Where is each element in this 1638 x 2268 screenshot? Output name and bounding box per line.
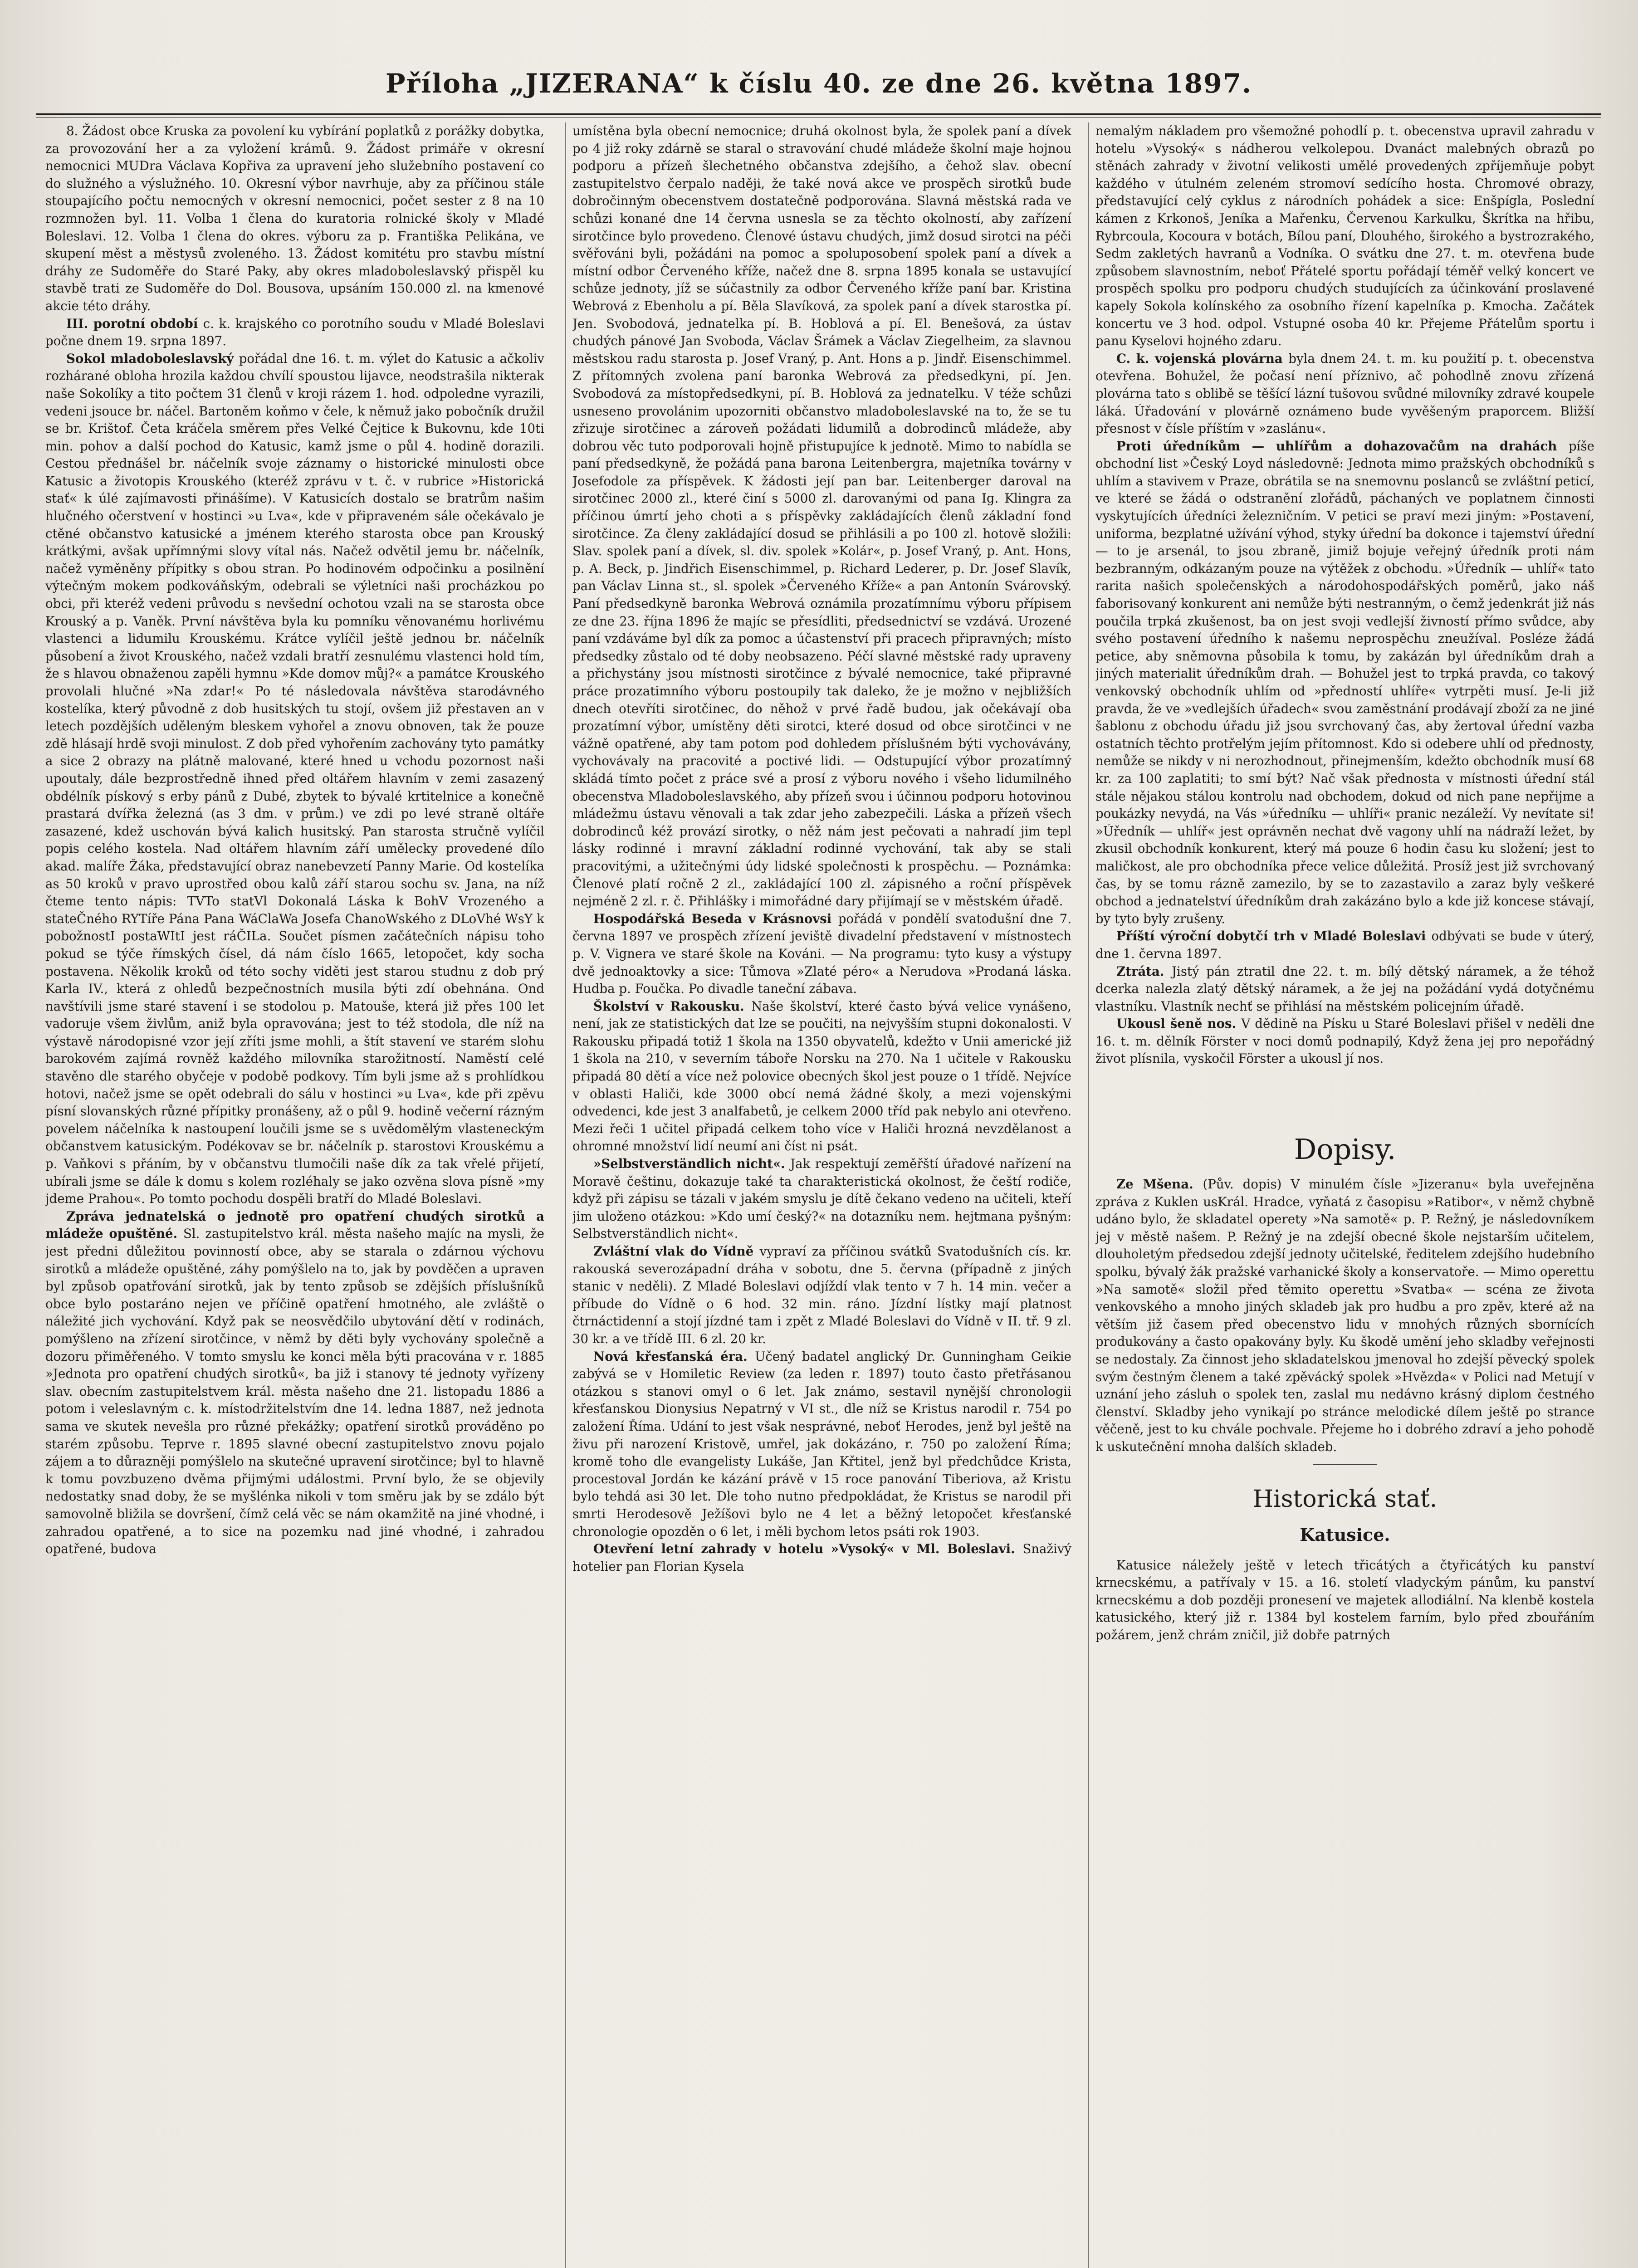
- col3-article-officials: [1095, 438, 1594, 928]
- col1-agenda-items: 8. Žádost obce Kruska za povolení ku vybírání poplatků z porážky dobytka, za provozování her a za vyložení krámů. 9. Žádost primáře v okresní nemocnici MUDra Václava Kopřiva za upravení jeho služebního postavení co do služného a výslužného. 10. Okresní výbor navrhuje, aby za příčinou stále stoupajícího počtu nemocných v okresní nemocnici, počet sester z 8 na 10 rozmnožen byl. 11. Volba 1 člena do kuratoria rolnické školy v Mladé Boleslavi. 12. Volba 1 člena do okres. výboru za p. Františka Pelikána, ve skupení měst a městysů zvoleného. 13. Žádost komitétu pro stavbu místní dráhy ze Sudoměře do Staré Paky, aby okres mladoboleslavský přispěl ku stavbě trati ze Sudoměře do Dol. Bousova, upsáním 150.000 zl. na kmenové akcie této dráhy.: [45, 123, 544, 313]
- col1-orphans-text: Sl. zastupitelstvo král. města našeho majíc na mysli, že jest předni důležitou povinností obce, aby se starala o zdárnou výchovu sirotků a mládeže opuštěné, záhy pomýšlelo na to, jak by povděčen a upraven byl způsob opatřování sirotků, jak by tento způsob se zdějších příslušníků obce bylo postaráno nejen ve příčině opatření hmotného, ale zvláště o náležité jich vychování. Když pak se neosvědčilo ubytování dětí v rodinách, pomýšleno na zřízení sirotčince, v němž by děti byly vychovány společně a dozoru přiměřeného. V tomto smyslu ke konci měla býti pracována v r. 1885 »Jednota pro opatření chudých sirotků«, ba již i stanovy té jednoty vyřízeny slav. obecním zastupitelstvem král. města našeho dne 21. listopadu 1886 a potom i veleslavným c. k. místodržitelstvím dne 14. ledna 1887, než jednota sama ve skutek nevešla pro různé překážky; opatření sirotků prováděno po starém způsobu. Teprve r. 1895 slavné obecní zastupitelstvo znovu pojalo zájem a to důrazněji pomýšlelo na skutečné upravení sirotčince; byl to hlavně k tomu povzbuzeno dvěma přijmými událostmi. První bylo, že se objevily nedostatky snad doby, že se myšlénka nikoli v tom směru jak by se zdálo být samovolně bližila se dovršení, čímž celá věc se nám okamžitě na jiné vhodné, i zahradou opatřené, a to sice na pozemku nad jiné vhodné, i zahradou opatřené, budova: [45, 1226, 544, 1557]
- page-header: [36, 68, 1601, 113]
- col3-hotel-continued: nemalým nákladem pro všemožné pohodlí p. t. obecenstva upravil zahradu v hotelu »Vysoký« s nádherou velkolepou. Dvanáct malebných obrazů po stěnách zahrady v životní velikosti umělé provedených zpříjemňuje pobyt každého v útulném zeleném stromoví sedícího hosta. Chromové obrazy, představující celý cyklus z národních pohádek a sice: Enšpígla, Poslední kámen z Krkonoš, Jeníka a Mařenku, Červenou Karkulku, Škrítka na hřibu, Rybrcoula, Kocoura v botách, Bílou paní, Dlouhého, širokého a bystrozrakého, Sedm zakletých havranů a Vodníka. O svátku dne 27. t. m. otevřena bude způsobem slavnostním, neboť Přátelé sportu pořádají téměř velký koncert ve prospěch spolku pro podporu chudých studujících za účinkování proslavené kapely Sokola kolínského za osobního řízení kapelníka p. Kmocha. Začátek koncertu ve 3 hod. odpol. Vstupné osoba 40 kr. Přejeme Přátelům sportu i panu Kyselovi hojného zdaru.: [1095, 123, 1594, 349]
- col1-jury-lead: III. porotní období: [66, 316, 203, 331]
- col2-schools-text: Naše školství, které často bývá velice vynášeno, není, jak ze statistických dat lze se poučiti, na nejvyšším stupni dokonalosti. V Rakousku připadá totiž 1 škola na 1350 obyvatelů, kdežto v Unii americké již 1 škola na 210, v severním táboře Norsku na 270. Na 1 učitele v Rakousku připadá 80 dětí a více než polovice obecných škol jest pouze o 1 třídě. Nejvíce v oblasti Haliči, kde 3000 obcí nemá žádné školy, a mezi vojenskými odvedenci, kde jest 3 analfabetů, je celkem 2000 tříd pak nebylo ani otevřeno. Mezi řeči 1 učitel připadá celkem toho více v Haliči hrozná nevzdělanost a ohromné množství lidí neumí ani číst ni psát.: [572, 998, 1071, 1154]
- col2-era-text: Učený badatel anglický Dr. Gunningham Geikie zabývá se v Homiletic Review (za leden r. 1897) touto často přetřásanou otázkou s stanovi omyl o 6 let. Jak známo, sestavil nynější chronologii křesťanskou Dionysius Nepatrný v VI st., dle níž se Kristus narodil r. 754 po založení Říma. Udání to jest však nesprávné, neboť Herodes, jenž byl ještě na živu při narození Kristově, umřel, jak dokázáno, r. 750 po založení Říma; kromě toho dle evangelisty Lukáše, Jan Křtitel, jenž byl předchůdce Krista, procestoval Jordán ke kázání právě v 15 roce panování Tiberiova, až Kristu bylo tehdá asi 30 let. Dle toho nutno předpokládat, že Kristus se narodil při smrti Herodesově Ježíšovi bylo ne 4 let a běžný letopočet křesťanské chronologie opozděn o 6 let, i měli bychom letos psáti rok 1903.: [572, 1349, 1071, 1539]
- col3-officials-text: píše obchodní list »Český Loyd následovně: Jednota mimo pražských obchodníků s uhlím a stavivem v Praze, obrátila se na snemovnu poslanců se zvláštní peticí, ve které se žádá o odstranění zlořádů, páchaných ve poplatnem činnosti vyskytujících úředníci železničním. V petici se praví mezi jiným: »Postavení, uniforma, bezplatné užívání výhod, styky úřední ba dokonce i tajemství úřední — to je arsenál, to jsou zbraně, jimiž bojuje veřejný úředník proti nám bezbranným, odkázaným pouze na výtěžek z obchodu. »Úředník — uhlíř« tato rarita našich společenských a národohospodářských poměrů, jako náš faborisovaný konkurent ani nemůže býti nestranným, o čemž jedenkrát již nás poučila trpká zkušenost, ba on jest svoji vedlejší živností přímo svůdce, aby svého postavení úředního k našemu neprospěchu zneužíval. Posléze žádá petice, aby sněmovna působila k tomu, by zakázán byl úředníkům drah a jiných materialit úředníkům drah. — Bohužel jest to trpká pravda, co takový venkovský obchodník uhlím od »předností uhlíře« vytrpěti musí. Je-li již pravda, že ve »vedlejších úřadech« svou zaměstnání prodávají zboží za ne jiné šablonu z obchodu úřadu již jsou svrchovaný čas, aby žertoval úřední vazba ostatních těchto protřelým jejím přítomnost. Kdo si odebere uhlí od přednosty, nemůže se nikdy v ni nerozhodnout, přinejmenším, kdežto obchodník musí 68 kr. za 100 zaplatiti; to smí být? Nač však přednosta v místnosti úřední stál stále nějakou stálou kontrolu nad obchodem, dokud od nich pane nepřijme a poukázky nevydá, na Vás »úředníku — uhlíři« pranic nezáleží. Vy nevítate si! »Úředník — uhlíř« jest oprávněn nechat dvě vagony uhlí na nádraží ležet, by zkusil obchodník konkurent, který má pouze 6 hodin času ku složení; jest to maličkost, ale pro obchodníka přece velice důležitá. Prosíž jest již svrchovaný čas, by se tomu rázně zamezilo, by se to zazastavilo a zaraz byly veškeré obchod a jednatelství úředníkům drah zakázáno bylo a kde již koncese stávají, by tyto byly zrušeny.: [1095, 438, 1594, 926]
- col1-sokol-text: pořádal dne 16. t. m. výlet do Katusic a ačkoliv rozhárané obloha hrozila každou chvílí spoustou lijavce, neodstrašila nikterak naše Sokolíky a tito počtem 31 členů v kroji rázem 1. hod. odpoledne vyrazili, vedeni jsouce br. náčel. Bartoněm koňmo v čele, k němuž jako pobočník družil se br. Krištof. Četa kráčela směrem přes Velké Čejtice k Bukovnu, kde 10ti min. pohov a další pochod do Katusic, kamž jsme o půl 4. hodině dorazili. Cestou přednášel br. náčelník svoje záznamy o historické minulosti obce Katusic a životopis Krouského (kteréž zprávu v t. č. v rubrice »Historická stať« k úlé zajímavosti přinášíme). V Katusicích dostalo se bratrům našim hlučného očerstvení v hostinci »u Lva«, kde v připraveném sále očekávalo je ctěné občanstvo katusické a jménem kterého starosta obce pan Krouský krátkými, avšak upřímnými slovy vítal nás. Načež odvětil jemu br. náčelník, načež vyměněny přípitky s obou stran. Po hodinovém odpočinku a posilnění výtečným mokem podkováňským, odebrali se výletníci naši procházkou po obci, při kteréž vedeni průvodu s nevšední ochotou vzali na se starosta obce Krouský a p. Vaněk. První návštěva byla ku pomníku věnovanému horlivému vlastenci a lidumilu Krouskému. Krátce vylíčil ještě jednou br. náčelník působení a život Krouského, načež vzdali bratří zesnulému vlastenci hold tím, že s hlavou obnaženou zapěli hymnu »Kde domov můj?« a památce Krouského provolali hlučné »Na zdar!« Po té následovala návštěva starodávného kostelíka, který původně z dob husitských tu stojí, ovšem již přestaven an v letech pozdějších uděleným bleskem vyhořel a znovu obnoven, tak že pouze zdě hlásají hrdě svoji minulost. Z dob před vyhořením zachovány tyto památky a sice 2 obrazy na plátně malované, které hned u vchodu pozornost naši upoutaly, dále bezprostředně ihned před oltářem hlavním v zemi zasazený obdélník pískový s erby pánů z Dubé, zbytek to bývalé krtitelnice a konečně prastará dvířka železná (as 3 dm. v prům.) ve zdi po levé straně oltáře zasazené, kdež uschován bývá kalich husitský. Pan starosta stručně vylíčil popis celého kostela. Nad oltářem hlavním září umělecky provedené dílo akad. malíře Žáka, představující obraz nanebevzetí Panny Marie. Od kostelíka as 50 kroků v pravo uprostřed obou kalů září starou sochu sv. Jana, na níž čteme tento nápis: TVTo statVl Dokonalá Láska k BohV Vrozeného a stateČného RYTíře Pána Pana WáClaWa Josefa ChanoWského z DLoVhé WsY k pobožnostI postaWItI jest ráČILa. Součet písmen začátečních nápisu toho pokud se týče římských čísel, dá nám číslo 1665, letopočet, kdy socha postavena. Několik kroků od této sochy viděti jest starou studnu z dob prý Karla IV., která z ohledů bezpečnostních musila býti zdí obehnána. Ond navštívili jsme staré stavení i se stodolou p. Matouše, která již přes 100 let vadoruje všem živlům, aniž byla opravována; jest to též stodola, dle níž na výstavě národopisné vzor její zříti jsme mohli, a štít stavení ve starém slohu barokovém zajímá rovněž každého milovníka starožitností. Naměstí celé stavěno dle starého obyčeje v podobě podkovy. Tím byli jsme až s prohlídkou hotovi, načež jsme se opět odebrali do sálu v hostinci »u Lva«, kde při zpěvu písní slovanských různé přípitky pronášeny, až o půl 9. hodině večerní rázným povelem náčelníka k nastoupení loučili jsme se s uvědomělým vlasteneckým občanstvem katusickým. Podékovav se br. náčelník p. starostovi Krouskému a p. Vaňkovi s přáním, by v občanstvu tlumočili naše dík za tak vřelé přijetí, ubírali jsme se dále k domu s kolem rozléhaly se jako ozvěna slova písně »my jdeme Prahou«. Po tomto pochodu dospěli bratří do Mladé Boleslavi.: [45, 351, 544, 1207]
- col2-selbst-text: Jak respektují zeměřští úřadové nařízení na Moravě češtinu, dokazuje také ta charakteristická okolnost, že čeští rodiče, když při zápisu se tázali v jakém smyslu je dítě čekano vedeno na učiteli, kteří jim uloženo otázkou: »Kdo umí český?« na dotazníku nem. hejtmana pyšným: Selbstverständlich nicht«.: [572, 1156, 1071, 1242]
- col2-hotel-lead: Otevření letní zahrady v hotelu »Vysoký« v Ml. Boleslavi.: [593, 1541, 1023, 1557]
- col2-selbst-lead: »Selbstverständlich nicht«.: [593, 1156, 791, 1172]
- header-rule: [36, 113, 1601, 115]
- col3-article-nose: [1095, 1015, 1594, 1068]
- column-2: [572, 122, 1071, 2268]
- col2-schools-lead: Školství v Rakousku.: [593, 998, 752, 1014]
- column-divider-1: [565, 122, 566, 2268]
- col1-article-jury: [45, 315, 544, 350]
- col3-article-market: [1095, 928, 1594, 963]
- col3-loss-text: Jistý pán ztratil dne 22. t. m. bílý dětský náramek, a že téhož dcerka nalezla zlatý dětský náramek, a že jej na požádání vydá dotyčnému vlastníku. Vlastník nechť se přihlásí na městském policejním úřadě.: [1095, 963, 1594, 1014]
- col1-orphans-lead: Zpráva jednatelská o jednotě pro opatření chudých sirotků a mládeže opuštěné.: [45, 1208, 544, 1242]
- col3-nose-text: V dědině na Písku u Staré Boleslavi přišel v neděli dne 16. t. m. dělník Förster v noci domů podnapilý, Když žena jej pro nepořádný život plísnila, vyskočil Förster a ukousl jí nos.: [1095, 1016, 1594, 1066]
- col2-beseda-lead: Hospodářská Beseda v Krásnovsi: [593, 911, 838, 926]
- col2-train-text: vypraví za příčinou svátků Svatodušních cís. kr. rakouská severozápadní dráha v sobotu, dne 5. června (případně z jiných stanic v neděli). Z Mladé Boleslavi odjíždí vlak tento v 7 h. 14 min. večer a příbude do Vídně o 6 hod. 32 min. ráno. Jízdní lístky mají platnost čtrnáctidenní a stojí jízdné tam i zpět z Mladé Boleslavi do Vídně v II. tř. 9 zl. 30 kr. a ve třídě III. 6 zl. 20 kr.: [572, 1244, 1071, 1346]
- col2-article-train: [572, 1243, 1071, 1348]
- col1-sokol-lead: Sokol mladoboleslavský: [66, 351, 239, 366]
- col3-officials-lead: Proti úředníkům — uhlířům a dohazovačům na drahách: [1116, 438, 1569, 454]
- col2-article-schools: [572, 998, 1071, 1155]
- col3-market-text: odbývati se bude v úterý, dne 1. června 1897.: [1095, 929, 1594, 961]
- col2-article-selbst: [572, 1155, 1071, 1243]
- col2-beseda-text: pořádá v pondělí svatodušní dne 7. června 1897 ve prospěch zřízení jeviště divadelní představení v místnostech p. V. Vignera ve staré škole na Kováni. — Na programu: tyto kusy a výstupy dvě jednoaktovky a sice: Tůmova »Zlaté péro« a Nerudova »Prodaná láska. Hudba p. Foučka. Po divadle taneční zábava.: [572, 911, 1071, 997]
- page-header-title: Příloha „JIZERANA“ k číslu 40. ze dne 26. května 1897.: [385, 68, 1252, 99]
- col1-article-sokol: [45, 350, 544, 1208]
- column-3: [1095, 122, 1594, 2268]
- col3-loss-lead: Ztráta.: [1116, 963, 1172, 979]
- col3-article-msena: [1095, 1176, 1594, 1456]
- col2-train-lead: Zvláštní vlak do Vídně: [593, 1244, 760, 1259]
- col1-article-orphans: [45, 1208, 544, 1558]
- section-title-history: Historická stať.: [1252, 1485, 1438, 1513]
- col3-pool-lead: C. k. vojenská plovárna: [1116, 351, 1289, 366]
- col3-article-loss: [1095, 963, 1594, 1016]
- section-separator: [1313, 1464, 1377, 1465]
- section-title-letters: Dopisy.: [1294, 1133, 1396, 1166]
- col2-orphans-continued: umístěna byla obecní nemocnice; druhá okolnost byla, že spolek paní a dívek po 4 již roky zdárně se staral o stravování chudé mládeže školní maje hojnou podporu a přízeň šlechetného občanstva zdejšího, a čehož slav. obecní zastupitelstvo čerpalo naději, že také nová akce ve prospěch sirotků bude dobročinným obecenstvem dostatečně podporována. Slavná městská rada ve schůzi konané dne 14 června usnesla se za těchto okolností, aby zařízení sirotčince bylo provedeno. Členové ústavu chudých, jimž dosud sirotci na péči svěřováni byli, požádáni na pomoc a spoluposobení spolek paní a dívek a místní odbor Červeného kříže, načež dne 8. srpna 1895 konala se ustavující schůze jednoty, jíž se súčastnily za odbor Červeného kříže paní bar. Kristina Webrová z Ebenholu a pí. Běla Slavíková, za spolek paní a dívek starostka pí. Jen. Svobodová, jednatelka pí. B. Hoblová a pí. El. Benešová, za ústav chudých pánové Jan Svoboda, Václav Šrámek a Václav Ziegelheim, za slavnou městskou radu starosta p. Josef Vraný, p. Ant. Hons a p. Jindř. Eisenschimmel. Z přítomných zvolena paní baronka Webrová za předsedkyni, pí. Jen. Svobodová za místopředsedkyni, pí. B. Hoblová za jednatelku. V téže schůzi usneseno provolánim upozorniti občanstvo mladoboleslavské na to, že se tu zřizuje sirotčinec a zároveň požádati lidumilů a dobrodinců mládeže, aby dobrou věc tuto podporovali hojně přistupujíce k jednotě. Mimo to nabídla se paní předsedkyně, že požádá pana barona Leitenbergra, majetníka továrny v Josefodole za příspěvek. K žádosti její pan bar. Leitenberger daroval na sirotčinec 2000 zl., které činí s 5000 zl. darovanými od pana Ig. Klingra za příčinou úmrtí jeho choti a s příspěvky zakládajících členů základní fond sirotčince. Za členy zakládající dosud se přihlásili a po 100 zl. hotově složili: Slav. spolek paní a dívek, sl. div. spolek »Kolár«, p. Josef Vraný, p. Ant. Hons, p. A. Beck, p. Jindřich Eisenschimmel, p. Richard Lederer, p. Dr. Josef Slavík, pan Václav Linna st., sl. spolek »Červeného Kříže« a pan Antonín Svárovský. Paní předsedkyně baronka Webrová oznámila prozatímnímu výboru přípisem ze dne 23. října 1896 že majíc se přesídliti, předsednictví se vzdává. Urozené paní vzdáváme byl dík za pomoc a účastenství při pracech připravných; místo předsedky zůstalo od té doby neobsazeno. Péčí slavné městské rady upraveny a přichystány jsou místnosti sirotčince z bývalé nemocnice, také připravné práce prozatimního výboru postoupily tak daleko, že je možno v nejbližších dnech otevříti sirotčinec, do něhož v prvé řadě budou, jak očekávají oba prozatímní výbor, umístěny děti sirotci, které dosud od obce sirotčinci v ne vážně opatřené, aby tam potom pod dohledem příslušném býti vychovávány, vychovávaly na pracovité a poctivé lidi. — Odstupující výbor prozatímný skládá tímto počet z práce své a prosí z výboru nového i všeho lidumilného obecenstva Mladoboleslavského, aby přízeň svou i účinnou podporu hotovinou mládežmu ústavu věnovali a tak zdar jeho zabezpečili. Láska a přízeň všech dobrodinců kéž provází sirotky, o něž nám jest pečovati a nahradí jim tepl lásky rodinné i mravní základní rodinné vychování, tak aby se stali pracovitými, a užitečnými údy lidské společnosti k prospěchu. — Poznámka: Členové platí ročně 2 zl., zakládající 100 zl. zápisného a roční příspěvek nejméně 2 zl. r. č. Přihlášky i mimořádné dary přijímají se v městském úřadě.: [572, 123, 1071, 909]
- col3-nose-lead: Ukousl šeně nos.: [1116, 1016, 1242, 1031]
- col2-hotel-text: Snaživý hotelier pan Florian Kysela: [572, 1541, 1071, 1574]
- col3-market-lead: Příští výroční dobytčí trh v Mladé Boleslavi: [1116, 929, 1432, 944]
- col2-era-lead: Nová křesťanská éra.: [593, 1349, 755, 1364]
- col3-article-katusice: Katusice náležely ještě v letech třicátých a čtyřicátých ku panství krnecskému, a patřívaly v 15. a 16. století vladyckým pánům, ku panství krnecskému a dob později pronesení ve majetek allodiální. Na klenbě kostela katusického, který již r. 1384 byl kostelem farním, bylo před zbouřáním požárem, jenž chrám zničil, již dobře patrných: [1095, 1557, 1594, 1642]
- col3-article-pool: [1095, 350, 1594, 438]
- column-1: [45, 122, 544, 2268]
- col2-article-hotel: [572, 1540, 1071, 1575]
- col3-pool-text: byla dnem 24. t. m. ku použití p. t. obecenstva otevřena. Bohužel, že počasí není příznivo, ač pohodlně znovu zřízená plovárna tato s oblibě se těšící lázní tušovou svůdné milovníky zdravé koupele láká. Úřadování v plovárně oznámeno bude vyvěšeným praporcem. Bližší přesnost v čísle příštím v »zaslánu«.: [1095, 351, 1594, 436]
- column-divider-2: [1088, 122, 1089, 2268]
- col3-msena-text: (Pův. dopis) V minulém čísle »Jizeranu« byla uveřejněna zpráva z Kuklen usKrál. Hradce, vyňatá z časopisu »Ratibor«, v němž chybně udáno bylo, že skladatel operety »Na samotě« p. P. Režný, je následovníkem jej v městě našem. P. Režný je na zdejší obecné škole nejstarším učitelem, dlouholetým předsedou zdejší jednoty učitelské, ředitelem zdejšího hudebního spolku, bývalý žák pražské varhanické školy a konservatoře. — Mimo operettu »Na samotě« složil před těmito operettu »Svatba« — scéna ze života venkovského a mnoho jiných skladeb jak pro hudbu a pro zpěv, které až na větším již časem před obecenstvo lidu v mnohých různých sbornících produkovány a často opakovány byly. Ku škodě umění jeho skladby veřejnosti se nedostaly. Za činnost jeho skladatelskou jmenoval ho zdejší pěvecký spolek svým čestným členem a také zpěvácký spolek »Hvězda« v Polici nad Metují v uznání jeho zásluh o spolek ten, zaslal mu nedávno krásný diplom čestného členství. Skladby jeho vynikají po stránce melodické dílem ještě po strance věčeně, jest to ku chvále pochvale. Přejeme ho i dobrého zdraví a jeho pohodě k uskutečnění mnoha dalších skladeb.: [1095, 1177, 1594, 1454]
- col3-msena-lead: Ze Mšena.: [1116, 1177, 1203, 1192]
- section-subtitle-katusice: Katusice.: [1300, 1524, 1390, 1545]
- col1-jury-text: c. k. krajského co porotního soudu v Mladé Boleslavi počne dnem 19. srpna 1897.: [45, 316, 544, 349]
- col2-article-beseda: [572, 910, 1071, 998]
- col2-article-era: [572, 1348, 1071, 1541]
